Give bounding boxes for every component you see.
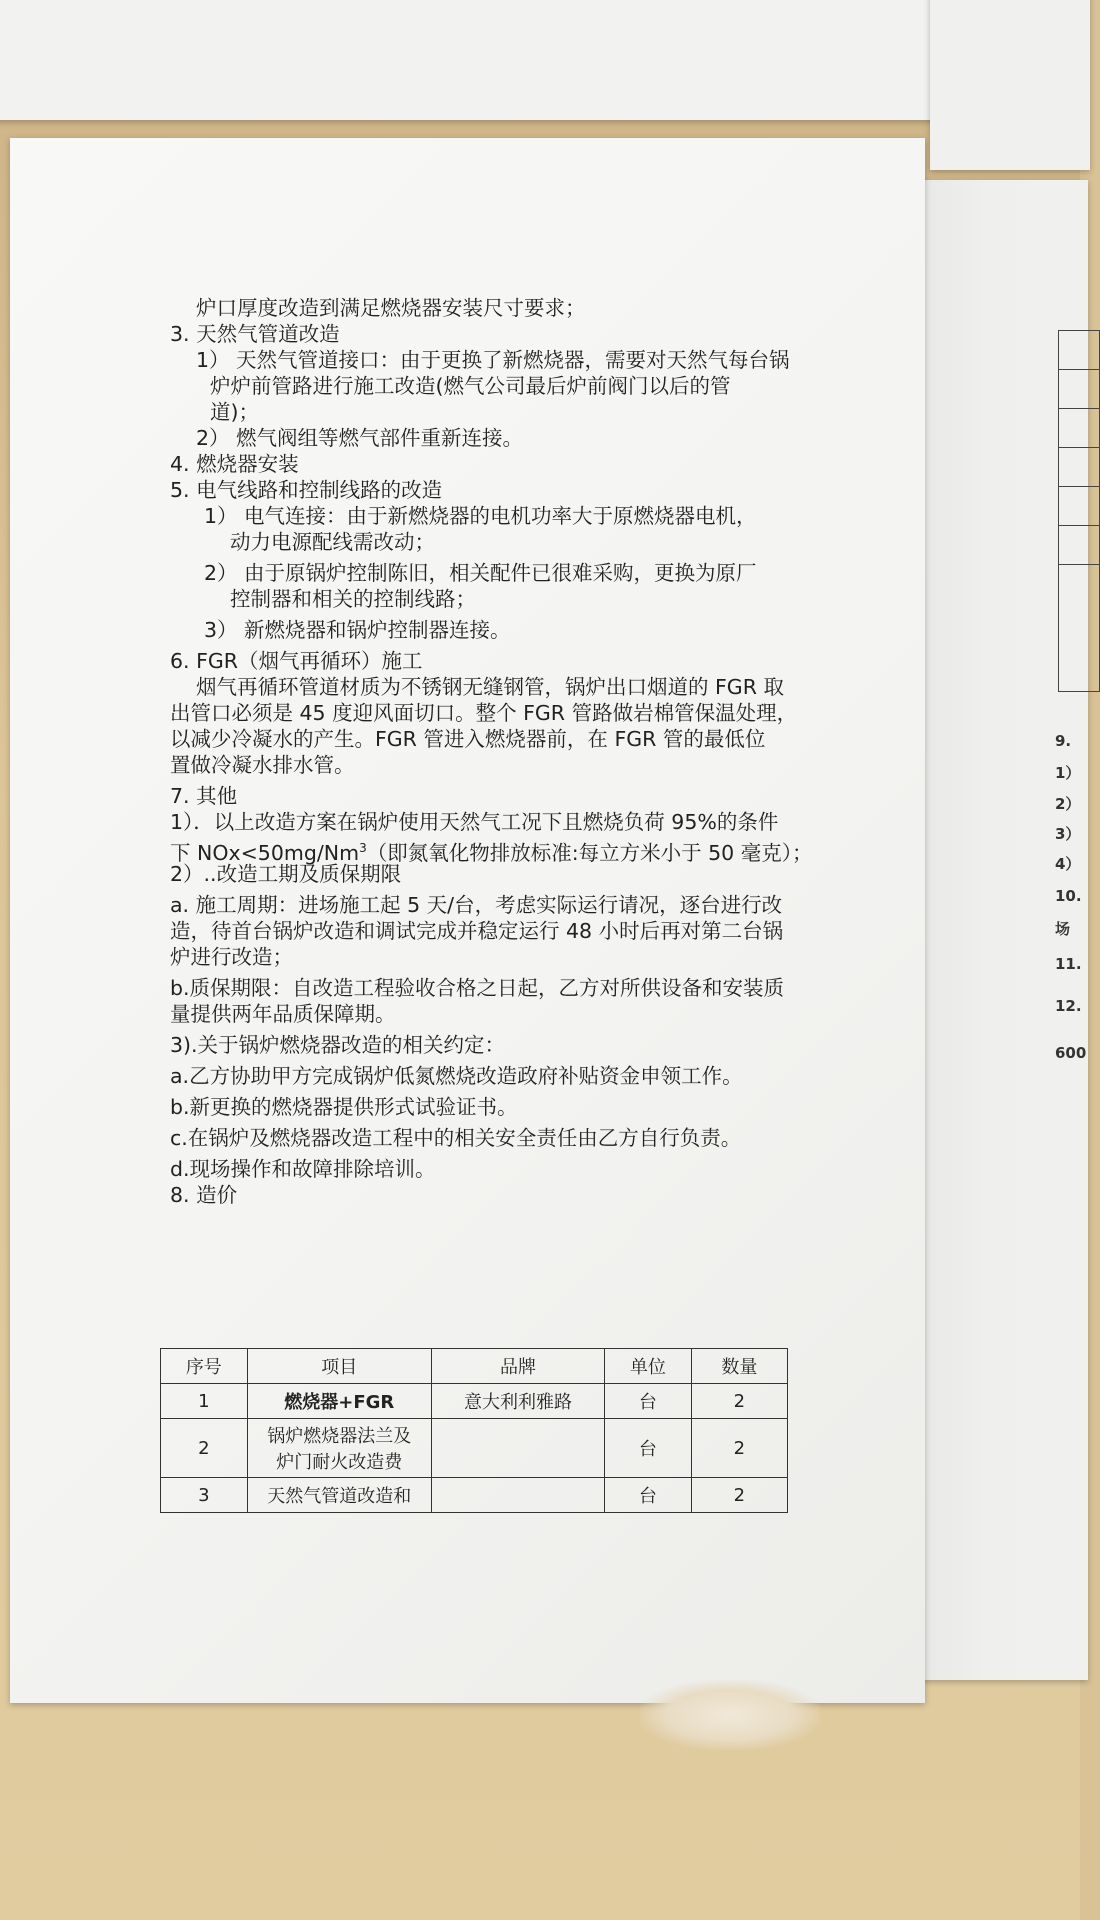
section-heading: 5. 电气线路和控制线路的改造 xyxy=(170,478,443,502)
cell-unit: 台 xyxy=(605,1384,692,1419)
section-heading: 7. 其他 xyxy=(170,784,238,808)
section-heading: 4. 燃烧器安装 xyxy=(170,452,299,476)
table-row xyxy=(161,1419,788,1478)
cell-brand: 意大利利雅路 xyxy=(431,1384,604,1419)
right-sheet-label: 12. xyxy=(1055,997,1082,1015)
cell-unit: 台 xyxy=(605,1419,692,1478)
cell-no: 3 xyxy=(161,1478,248,1513)
section-heading: 3. 天然气管道改造 xyxy=(170,322,340,346)
cell-no: 2 xyxy=(161,1419,248,1478)
doc-line: 以减少冷凝水的产生。FGR 管进入燃烧器前，在 FGR 管的最低位 xyxy=(170,727,766,751)
doc-line: c.在锅炉及燃烧器改造工程中的相关安全责任由乙方自行负责。 xyxy=(170,1126,742,1150)
wall-stain xyxy=(640,1680,820,1750)
doc-line: a.乙方协助甲方完成锅炉低氮燃烧改造政府补贴资金申领工作。 xyxy=(170,1064,743,1088)
header-cell: 项目 xyxy=(247,1349,431,1384)
doc-line: 量提供两年品质保障期。 xyxy=(170,1002,396,1026)
right-sheet-label: 2） xyxy=(1055,795,1081,813)
cell-qty: 2 xyxy=(691,1478,787,1513)
doc-line: 控制器和相关的控制线路； xyxy=(230,587,476,611)
cell-item-line: 炉门耐火改造费 xyxy=(276,1452,403,1473)
doc-line: 3).关于锅炉燃烧器改造的相关约定： xyxy=(170,1033,506,1057)
right-sheet-label: 3） xyxy=(1055,825,1081,843)
upper-paper-sheet xyxy=(0,0,940,120)
doc-line: a. 施工周期：进场施工起 5 天/台，考虑实际运行请况，逐台进行改 xyxy=(170,893,783,917)
doc-line: 2）..改造工期及质保期限 xyxy=(170,862,402,886)
cell-item: 燃烧器+FGR xyxy=(247,1384,431,1419)
section-heading: 8. 造价 xyxy=(170,1183,238,1207)
doc-line: 2） 燃气阀组等燃气部件重新连接。 xyxy=(196,426,524,450)
doc-line: b.质保期限：自改造工程验收合格之日起，乙方对所供设备和安装质 xyxy=(170,976,785,1000)
header-cell: 品牌 xyxy=(431,1349,604,1384)
right-sheet-label: 600 xyxy=(1055,1044,1087,1062)
doc-line: b.新更换的燃烧器提供形式试验证书。 xyxy=(170,1095,518,1119)
cell-no: 1 xyxy=(161,1384,248,1419)
cell-unit: 台 xyxy=(605,1478,692,1513)
doc-line: 3） 新燃烧器和锅炉控制器连接。 xyxy=(204,618,511,642)
cell-item: 天然气管道改造和 xyxy=(247,1478,431,1513)
nox-line xyxy=(170,835,900,865)
right-sheet-label: 11. xyxy=(1055,955,1082,973)
doc-line: 炉炉前管路进行施工改造(燃气公司最后炉前阀门以后的管 xyxy=(210,374,731,398)
nox-tail: （即氮氧化物排放标准:每立方米小于 50 毫克）； xyxy=(366,840,813,865)
document-body xyxy=(170,295,900,1208)
table-header-row xyxy=(161,1349,788,1384)
doc-line: 道)； xyxy=(210,400,259,424)
doc-line: 置做冷凝水排水管。 xyxy=(170,753,355,777)
doc-line: 烟气再循环管道材质为不锈钢无缝钢管，锅炉出口烟道的 FGR 取 xyxy=(196,675,784,699)
right-sheet-label: 4） xyxy=(1055,855,1081,873)
upper-right-paper-sheet xyxy=(930,0,1090,170)
nox-text: 下 NOx<50mg/Nm xyxy=(170,840,360,865)
table-row xyxy=(161,1478,788,1513)
right-sheet-label: 1） xyxy=(1055,764,1081,782)
cell-item xyxy=(247,1419,431,1478)
doc-line: 造，待首台锅炉改造和调试完成并稳定运行 48 小时后再对第二台锅 xyxy=(170,919,784,943)
cell-qty: 2 xyxy=(691,1384,787,1419)
cell-item-line: 锅炉燃烧器法兰及 xyxy=(267,1426,412,1447)
doc-line: d.现场操作和故障排除培训。 xyxy=(170,1157,436,1181)
right-sheet-label: 9. xyxy=(1055,732,1072,750)
doc-line: 1）．以上改造方案在锅炉使用天然气工况下且燃烧负荷 95%的条件 xyxy=(170,810,779,834)
right-sheet-label: 场 xyxy=(1055,920,1071,938)
doc-line: 1） 电气连接：由于新燃烧器的电机功率大于原燃烧器电机， xyxy=(204,504,757,528)
doc-line: 1） 天然气管道接口：由于更换了新燃烧器，需要对天然气每台锅 xyxy=(196,348,790,372)
price-table xyxy=(160,1348,788,1513)
header-cell: 单位 xyxy=(605,1349,692,1384)
right-sheet-table-edge xyxy=(1058,330,1100,692)
cell-brand xyxy=(431,1478,604,1513)
doc-line: 炉口厚度改造到满足燃烧器安装尺寸要求； xyxy=(196,296,586,320)
cell-qty: 2 xyxy=(691,1419,787,1478)
header-cell: 数量 xyxy=(691,1349,787,1384)
cell-brand xyxy=(431,1419,604,1478)
doc-line: 2） 由于原锅炉控制陈旧，相关配件已很难采购，更换为原厂 xyxy=(204,561,757,585)
right-sheet-label: 10. xyxy=(1055,887,1082,905)
doc-line: 动力电源配线需改动； xyxy=(230,530,435,554)
header-cell: 序号 xyxy=(161,1349,248,1384)
section-heading: 6. FGR（烟气再循环）施工 xyxy=(170,649,423,673)
nox-superscript: 3 xyxy=(359,841,367,855)
doc-line: 炉进行改造； xyxy=(170,945,293,969)
doc-line: 出管口必须是 45 度迎风面切口。整个 FGR 管路做岩棉管保温处理， xyxy=(170,701,798,725)
table-row xyxy=(161,1384,788,1419)
